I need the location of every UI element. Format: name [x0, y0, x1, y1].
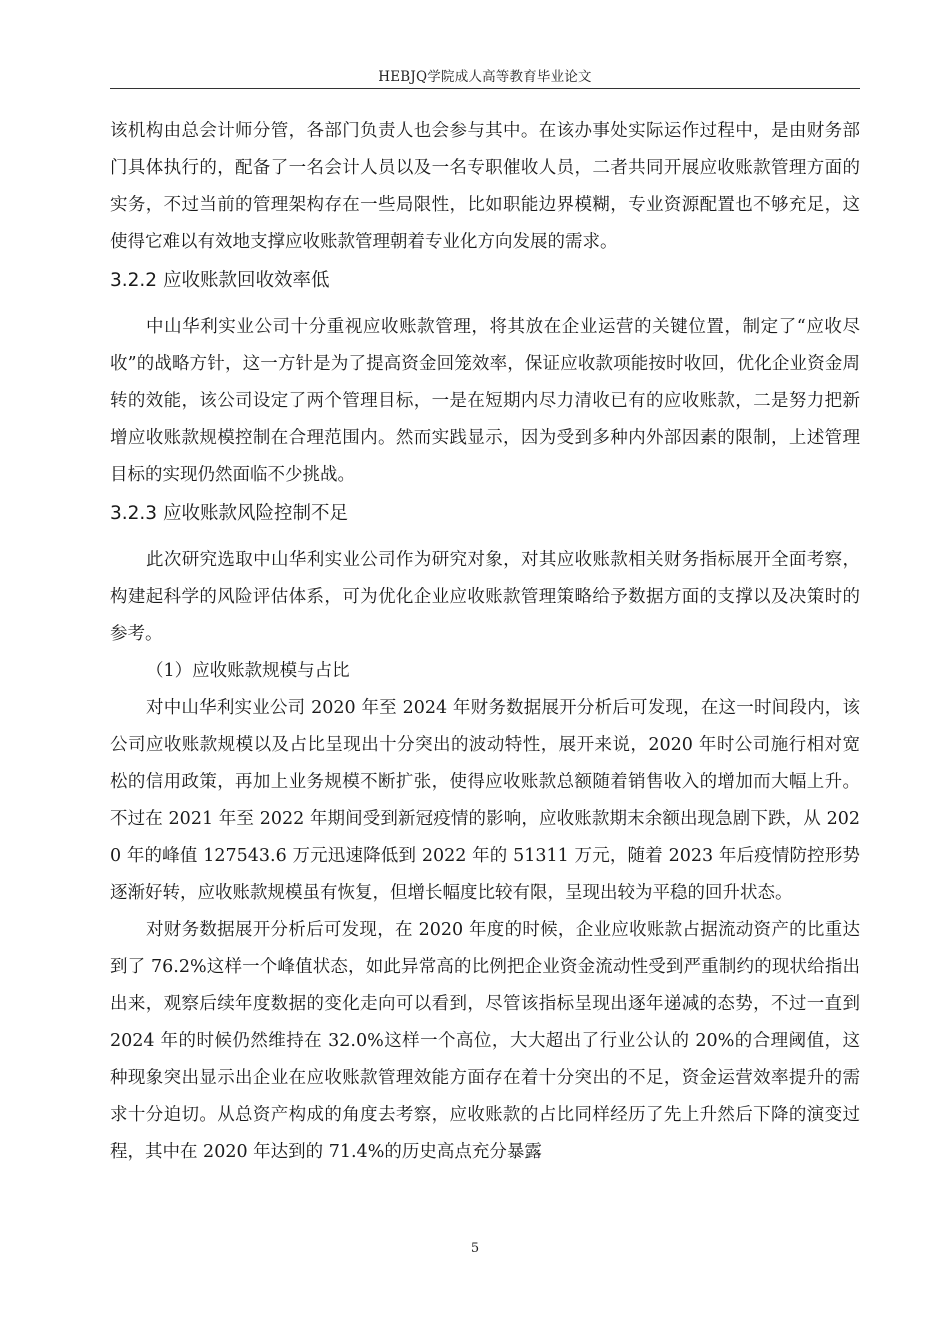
section-heading-3-2-3: 3.2.3 应收账款风险控制不足 [110, 503, 348, 524]
page-number: 5 [470, 1241, 480, 1256]
paragraph-receivable-scale: 对中山华利实业公司 2020 年至 2024 年财务数据展开分析后可发现，在这一时间段内，该公司应收账款规模以及占比呈现出十分突出的波动特性，展开来说，2020 年时公司施行相对宽松的信用政策，再加上业务规模不断扩张，使得应收账款总额随着销售收入的增加而大幅上升。不过在 2021 年至 2022 年期间受到新冠疫情的影响，应收账款期末余额出现急剧下跌，从 2020 年的峰值 127543.6 万元迅速降低到 2022 年的 51311 万元，随着 2023 年后疫情防控形势逐渐好转，应收账款规模虽有恢复，但增长幅度比较有限，呈现出较为平稳的回升状态。 [110, 698, 860, 903]
running-header: HEBJQ学院成人高等教育毕业论文 [378, 69, 592, 85]
paragraph-3-2-3: 此次研究选取中山华利实业公司作为研究对象，对其应收账款相关财务指标展开全面考察，构建起科学的风险评估体系，可为优化企业应收账款管理策略给予数据方面的支撑以及决策时的参考。 [110, 550, 860, 644]
list-item-scale-ratio: （1）应收账款规模与占比 [146, 661, 350, 681]
paragraph-3-2-2: 中山华利实业公司十分重视应收账款管理，将其放在企业运营的关键位置，制定了“应收尽收”的战略方针，这一方针是为了提高资金回笼效率，保证应收款项能按时收回，优化企业资金周转的效能，该公司设定了两个管理目标，一是在短期内尽力清收已有的应收账款，二是努力把新增应收账款规模控制在合理范围内。然而实践显示，因为受到多种内外部因素的限制，上述管理目标的实现仍然面临不少挑战。 [110, 317, 860, 485]
paragraph-intro: 该机构由总会计师分管，各部门负责人也会参与其中。在该办事处实际运作过程中，是由财务部门具体执行的，配备了一名会计人员以及一名专职催收人员，二者共同开展应收账款管理方面的实务，不过当前的管理架构存在一些局限性，比如职能边界模糊，专业资源配置也不够充足，这使得它难以有效地支撑应收账款管理朝着专业化方向发展的需求。 [110, 121, 860, 252]
page-content [110, 113, 860, 1171]
paragraph-receivable-ratio: 对财务数据展开分析后可发现，在 2020 年度的时候，企业应收账款占据流动资产的比重达到了 76.2%这样一个峰值状态，如此异常高的比例把企业资金流动性受到严重制约的现状给指出出来，观察后续年度数据的变化走向可以看到，尽管该指标呈现出逐年递减的态势，不过一直到 2024 年的时候仍然维持在 32.0%这样一个高位，大大超出了行业公认的 20%的合理阈值，这种现象突出显示出企业在应收账款管理效能方面存在着十分突出的不足，资金运营效率提升的需求十分迫切。从总资产构成的角度去考察，应收账款的占比同样经历了先上升然后下降的演变过程，其中在 2020 年达到的 71.4%的历史高点充分暴露 [110, 920, 860, 1162]
section-heading-3-2-2: 3.2.2 应收账款回收效率低 [110, 270, 330, 291]
header-rule [110, 88, 860, 89]
